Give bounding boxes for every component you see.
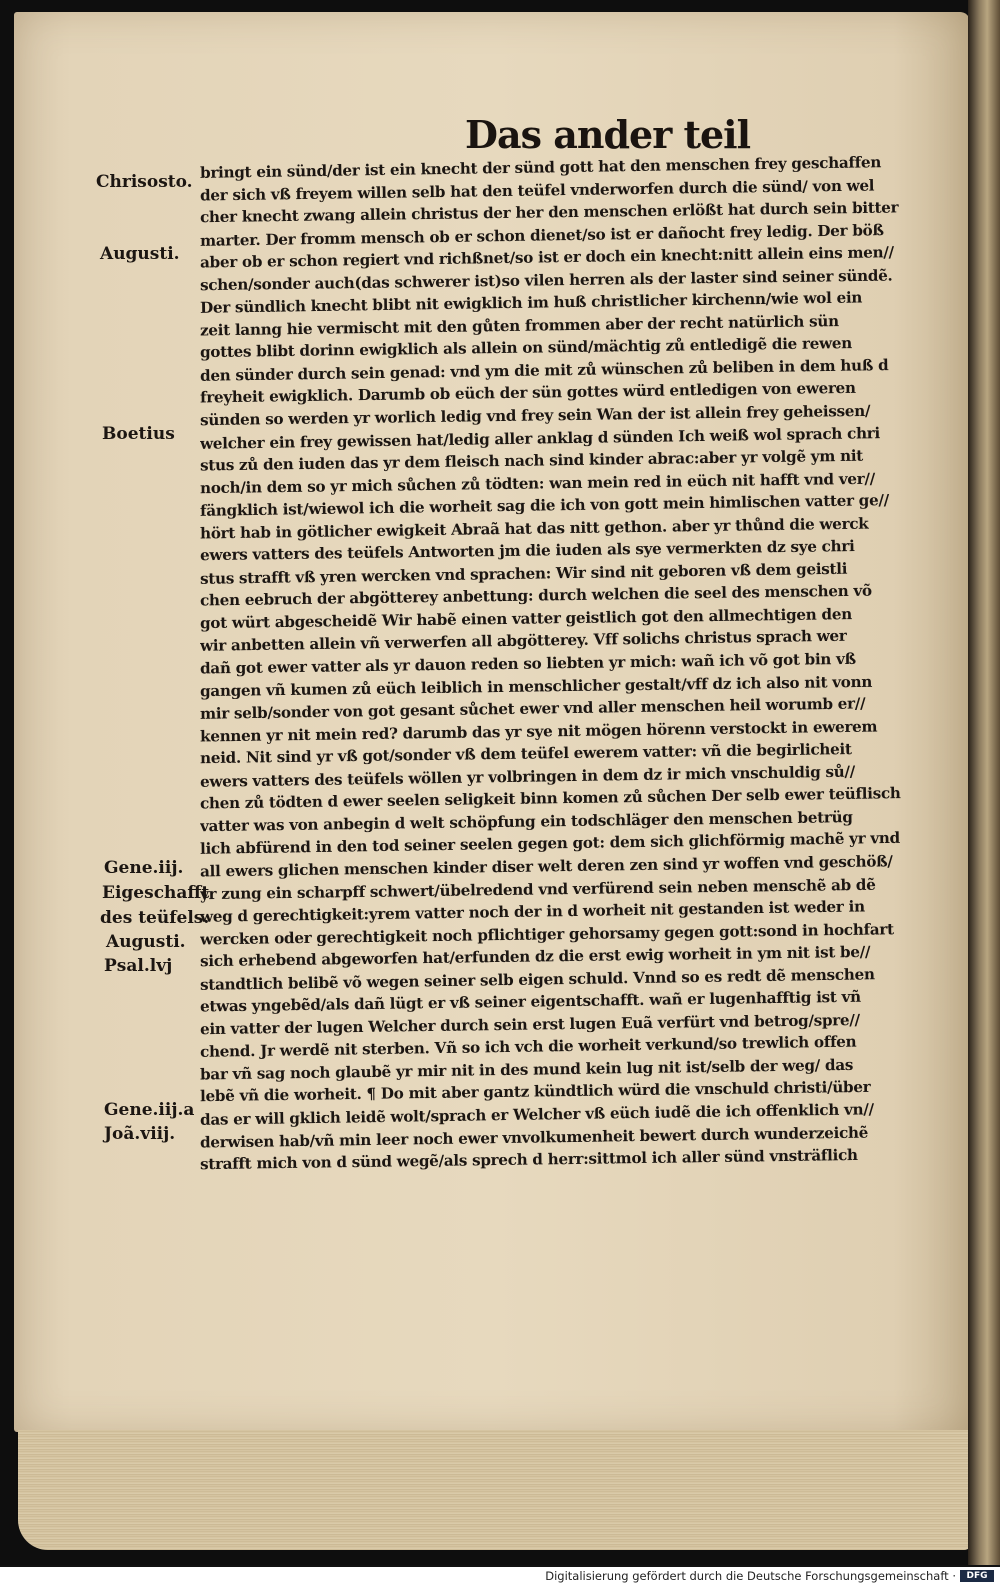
text-line: ewers vatters des teüfels Antworten jm die iuden als sye vermerkten dz sye chri (199, 537, 855, 565)
text-line: dañ got ewer vatter als yr dauon reden so liebten yr mich: wañ ich võ got bin vß (199, 649, 856, 678)
margin-note: Augusti. (100, 244, 180, 264)
text-line: ein vatter der lugen Welcher durch sein erst lugen Euã verfürt vnd betrog/spre// (199, 1010, 860, 1038)
text-line: freyheit ewigklich. Darumb ob eüch der sün gottes würd entledigen von eweren (199, 379, 856, 407)
text-line: zeit lanng hie vermischt mit den gůten frommen aber der recht natürlich sün (199, 311, 839, 340)
text-line: schen/sonder auch(das schwerer ist)so vilen herren als der laster sind seiner sündẽ. (199, 266, 893, 294)
margin-note: Gene.iij.a (104, 1100, 195, 1120)
margin-note: Gene.iij. (104, 858, 184, 878)
text-line: lich abfürend in den tod seiner seelen gegen got: dem sich glichförmig machẽ yr vnd (199, 829, 901, 859)
text-line: fängklich ist/wiewol ich die worheit sag die ich von gott mein himlischen vatter ge// (199, 491, 890, 521)
text-line: chen zů tödten d ewer seelen seligkeit binn komen zů sůchen Der selb ewer teüflisch (199, 784, 901, 813)
text-line: bar vñ sag noch glaubẽ yr mir nit in des mund kein lug nit ist/selb der weg/ das (199, 1055, 854, 1084)
text-line: weg d gerechtigkeit:yrem vatter noch der in d worheit nit gestanden ist weder in (199, 897, 865, 926)
page-edges (18, 1430, 972, 1550)
text-line: cher knecht zwang allein christus der her den menschen erlößt hat durch sein bitter (199, 198, 899, 227)
funding-credit: Digitalisierung gefördert durch die Deutsche Forschungsgemeinschaft · (545, 1569, 956, 1583)
text-line: der sich vß freyem willen selb hat den teüfel vnderworfen durch die sünd/ von wel (199, 176, 875, 205)
margin-note: Joã.viij. (104, 1124, 176, 1144)
text-line: stus strafft vß yren wercken vnd sprachen: Wir sind nit geboren vß dem geistli (199, 559, 848, 588)
text-line: all ewers glichen menschen kinder diser welt deren zen sind yr woffen vnd geschöß/ (199, 852, 893, 881)
text-line: mir selb/sonder von got gesant sůchet ewer vnd aller menschen heil worumb er// (199, 694, 866, 723)
text-line: derwisen hab/vñ min leer noch ewer vnvolkumenheit bewert durch wunderzeichẽ (199, 1123, 869, 1152)
text-line: stus zů den iuden das yr dem fleisch nach sind kinder abrac:aber yr volgẽ ym nit (199, 446, 864, 475)
text-line: Der sündlich knecht blibt nit ewigklich im huß christlicher kirchenn/wie wol ein (199, 288, 863, 318)
body-text (199, 153, 945, 1174)
footer-bar (0, 1567, 1000, 1585)
text-line: marter. Der fromm mensch ob er schon dienet/so ist er dañocht frey ledig. Der böß (199, 220, 884, 250)
margin-note: des teüfels. (100, 908, 210, 928)
running-heading: Das ander teil (465, 112, 751, 157)
margin-note: Chrisosto. (96, 172, 193, 192)
text-line: hört hab in götlicher ewigkeit Abraã hat das nitt gethon. aber yr thůnd die werck (199, 514, 869, 543)
text-line: vatter was von anbegin d welt schöpfung ein todschläger den menschen betrüg (199, 807, 853, 836)
text-line: wir anbetten allein vñ verwerfen all abgötterey. Vff solichs christus sprach wer (199, 627, 847, 656)
text-line: neid. Nit sind yr vß got/sonder vß dem teüfel ewerem vatter: vñ die begirlicheit (199, 740, 852, 768)
book-spine (968, 0, 1000, 1565)
text-line: standtlich belibẽ võ wegen seiner selb eigen schuld. Vnnd so es redt dẽ menschen (199, 964, 875, 994)
text-line: yr zung ein scharpff schwert/übelredend vnd verfürend sein neben menschẽ ab dẽ (199, 875, 876, 903)
text-line: gottes blibt dorinn ewigklich als allein on sünd/mächtig zů entledigẽ die rewen (199, 334, 853, 362)
dfg-logo: DFG (960, 1570, 994, 1582)
margin-note: Eigeschafft (102, 883, 210, 903)
margin-note: Psal.lvj (104, 956, 173, 976)
text-line: sünden so werden yr worlich ledig vnd frey sein Wan der ist allein frey geheissen/ (199, 401, 871, 430)
margin-note: Augusti. (106, 932, 186, 952)
text-line: noch/in dem so yr mich sůchen zů tödten: wan mein red in eüch nit hafft vnd ver// (199, 469, 875, 497)
text-line: sich erhebend abgeworfen hat/erfunden dz die erst ewig worheit in ym nit ist be// (199, 942, 871, 971)
text-line: chen eebruch der abgötterey anbettung: durch welchen die seel des menschen võ (199, 581, 872, 610)
text-line: das er will gklich leidẽ wolt/sprach er Welcher vß eüch iudẽ die ich offenklich vn// (199, 1100, 874, 1129)
text-line: strafft mich von d sünd wegẽ/als sprech d herr:sittmol ich aller sünd vnsträflich (199, 1146, 858, 1174)
text-line: wercken oder gerechtigkeit noch pflichtiger gehorsamy gegen gott:sond in hochfart (199, 919, 894, 949)
text-line: got würt abgescheidẽ Wir habẽ einen vatter geistlich got den allmechtigen den (199, 605, 853, 633)
margin-note: Boetius (102, 424, 175, 444)
text-line: kennen yr nit mein red? darumb das yr sye nit mögen hörenn verstockt in ewerem (199, 717, 878, 746)
text-line: aber ob er schon regiert vnd richßnet/so ist er doch ein knecht:nitt allein eins men// (199, 243, 894, 272)
text-line: etwas yngebẽd/als dañ lügt er vß seiner eigentschafft. wañ er lugenhafftig ist vñ (199, 987, 861, 1016)
text-line: chend. Jr werdẽ nit sterben. Vñ so ich vch die worheit verkund/so trewlich offen (199, 1032, 857, 1062)
text-line: bringt ein sünd/der ist ein knecht der sünd gott hat den menschen frey geschaffen (199, 153, 882, 182)
text-line: lebẽ vñ die worheit. ¶ Do mit aber gantz kündtlich würd die vnschuld christi/über (199, 1078, 871, 1106)
text-line: welcher ein frey gewissen hat/ledig aller anklag d sünden Ich weiß wol sprach chri (199, 423, 881, 453)
text-line: den sünder durch sein genad: vnd ym die mit zů wünschen zů beliben in dem huß d (199, 355, 889, 385)
text-line: ewers vatters des teüfels wöllen yr volbringen in dem dz ir mich vnschuldig sů// (199, 762, 856, 791)
text-line: gangen vñ kumen zů eüch leiblich in menschlicher gestalt/vff dz ich also nit vonn (199, 672, 873, 700)
